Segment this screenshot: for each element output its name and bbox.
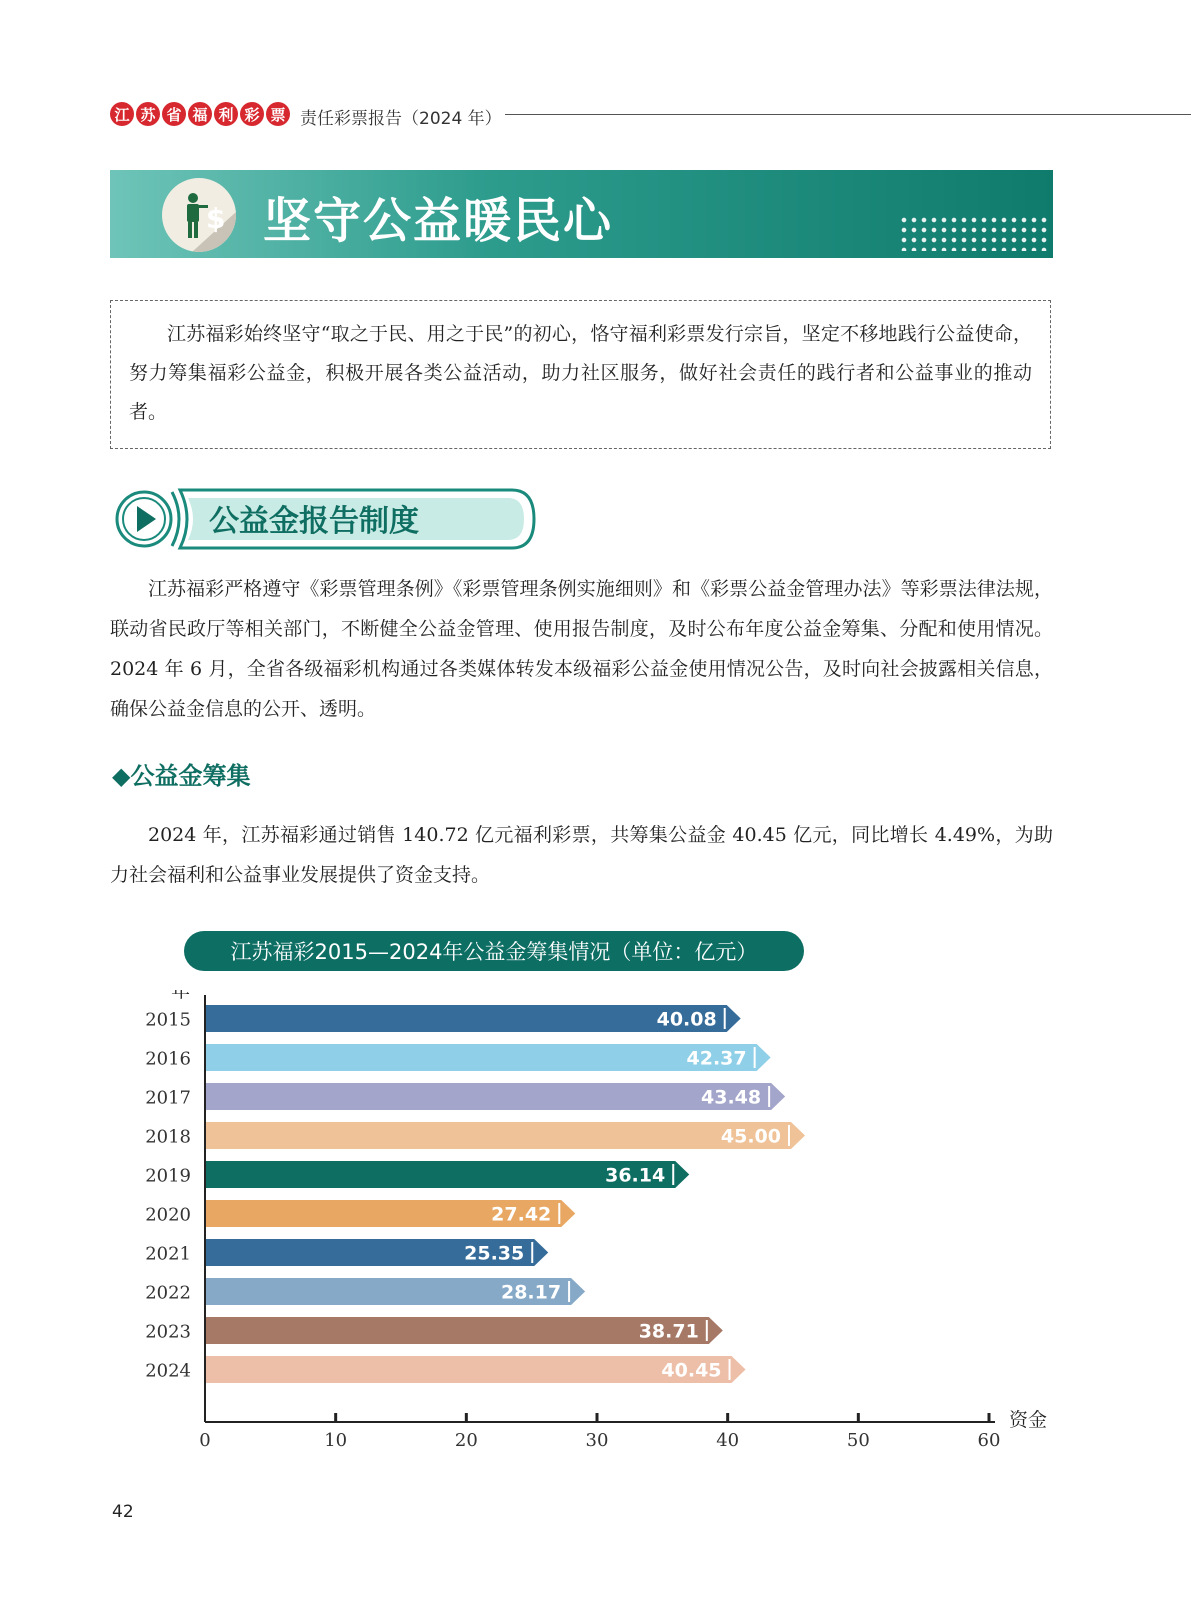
x-tick-label: 10 bbox=[324, 1430, 348, 1451]
bar-arrow bbox=[781, 1122, 805, 1149]
bar-arrow bbox=[551, 1200, 575, 1227]
decorative-dots bbox=[899, 215, 1049, 251]
bar-value-label: 27.42 bbox=[491, 1203, 552, 1226]
brand-char: 苏 bbox=[136, 102, 160, 126]
year-label: 2017 bbox=[145, 1087, 191, 1109]
bar-value-label: 28.17 bbox=[500, 1281, 562, 1304]
chart-title: 江苏福彩2015—2024年公益金筹集情况（单位：亿元） bbox=[184, 931, 804, 971]
year-label: 2024 bbox=[145, 1360, 191, 1382]
section-paragraph: 江苏福彩严格遵守《彩票管理条例》《彩票管理条例实施细则》和《彩票公益金管理办法》等彩票法律法规，联动省民政厅等相关部门，不断健全公益金管理、使用报告制度，及时公布年度公益金筹集、分配和使用情况。2024 年 6 月，全省各级福彩机构通过各类媒体转发本级福彩公益金使用情况公告，及时向社会披露相关信息，确保公益金信息的公开、透明。 bbox=[110, 578, 1053, 720]
x-tick-label: 60 bbox=[977, 1430, 1001, 1451]
x-tick-label: 20 bbox=[454, 1430, 478, 1451]
year-label: 2019 bbox=[145, 1165, 191, 1187]
x-tick-label: 50 bbox=[846, 1430, 870, 1451]
svg-text:$: $ bbox=[206, 202, 226, 235]
bar-arrow bbox=[561, 1278, 585, 1305]
bar bbox=[206, 1122, 782, 1149]
bar-arrow bbox=[665, 1161, 689, 1188]
year-label: 2023 bbox=[145, 1321, 191, 1343]
brand-char: 江 bbox=[110, 102, 134, 126]
intro-box: 江苏福彩始终坚守“取之于民、用之于民”的初心，恪守福利彩票发行宗旨，坚定不移地践行公益使命，努力筹集福彩公益金，积极开展各类公益活动，助力社区服务，做好社会责任的践行者和公益事业的推动者。 bbox=[110, 300, 1051, 449]
y-axis-label: 年 bbox=[171, 990, 191, 1002]
brand-char: 利 bbox=[214, 102, 238, 126]
x-tick-label: 0 bbox=[199, 1430, 211, 1451]
subsection-title: ◆公益金筹集 bbox=[112, 762, 251, 790]
year-label: 2015 bbox=[145, 1009, 191, 1031]
chapter-title: 坚守公益暖民心 bbox=[263, 193, 614, 249]
year-label: 2018 bbox=[145, 1126, 191, 1148]
bar-chart bbox=[130, 990, 1090, 1460]
chapter-banner bbox=[110, 170, 1053, 258]
x-tick-label: 30 bbox=[585, 1430, 609, 1451]
subsection-paragraph: 2024 年，江苏福彩通过销售 140.72 亿元福利彩票，共筹集公益金 40.45 亿元，同比增长 4.49%，为助力社会福利和公益事业发展提供了资金支持。 bbox=[110, 824, 1053, 886]
brand-char: 省 bbox=[162, 102, 186, 126]
year-label: 2020 bbox=[145, 1204, 191, 1226]
bar bbox=[206, 1161, 666, 1188]
page-header bbox=[110, 100, 1191, 130]
bar bbox=[206, 1083, 762, 1110]
bar-arrow bbox=[524, 1239, 548, 1266]
bar-arrow bbox=[699, 1317, 723, 1344]
play-icon bbox=[114, 489, 174, 549]
bar bbox=[206, 1356, 723, 1383]
person-dollar-icon bbox=[162, 178, 236, 252]
bar-value-label: 36.14 bbox=[605, 1164, 666, 1187]
bar-value-label: 40.45 bbox=[661, 1359, 722, 1382]
bar-value-label: 38.71 bbox=[638, 1320, 699, 1343]
year-label: 2021 bbox=[145, 1243, 191, 1265]
year-label: 2016 bbox=[145, 1048, 191, 1070]
section-title: 公益金报告制度 bbox=[209, 504, 419, 539]
bar bbox=[206, 1044, 748, 1071]
bar-arrow bbox=[717, 1005, 741, 1032]
bar-value-label: 43.48 bbox=[701, 1086, 762, 1109]
year-label: 2022 bbox=[145, 1282, 191, 1304]
brand-char: 票 bbox=[266, 102, 290, 126]
page-number: 42 bbox=[112, 1502, 134, 1522]
bar-value-label: 25.35 bbox=[464, 1242, 525, 1265]
section-heading bbox=[114, 486, 554, 552]
header-divider bbox=[505, 114, 1191, 115]
brand-logo bbox=[110, 102, 290, 126]
brand-char: 彩 bbox=[240, 102, 264, 126]
brand-char: 福 bbox=[188, 102, 212, 126]
bar bbox=[206, 1005, 718, 1032]
report-title: 责任彩票报告（2024 年） bbox=[300, 109, 502, 129]
bar-arrow bbox=[761, 1083, 785, 1110]
x-axis-label: 资金 bbox=[1009, 1409, 1048, 1431]
bar-value-label: 40.08 bbox=[656, 1008, 717, 1031]
bar-arrow bbox=[747, 1044, 771, 1071]
bar-value-label: 42.37 bbox=[686, 1047, 747, 1070]
x-tick-label: 40 bbox=[716, 1430, 740, 1451]
bar bbox=[206, 1317, 700, 1344]
bar-value-label: 45.00 bbox=[720, 1125, 781, 1148]
bar-arrow bbox=[722, 1356, 746, 1383]
